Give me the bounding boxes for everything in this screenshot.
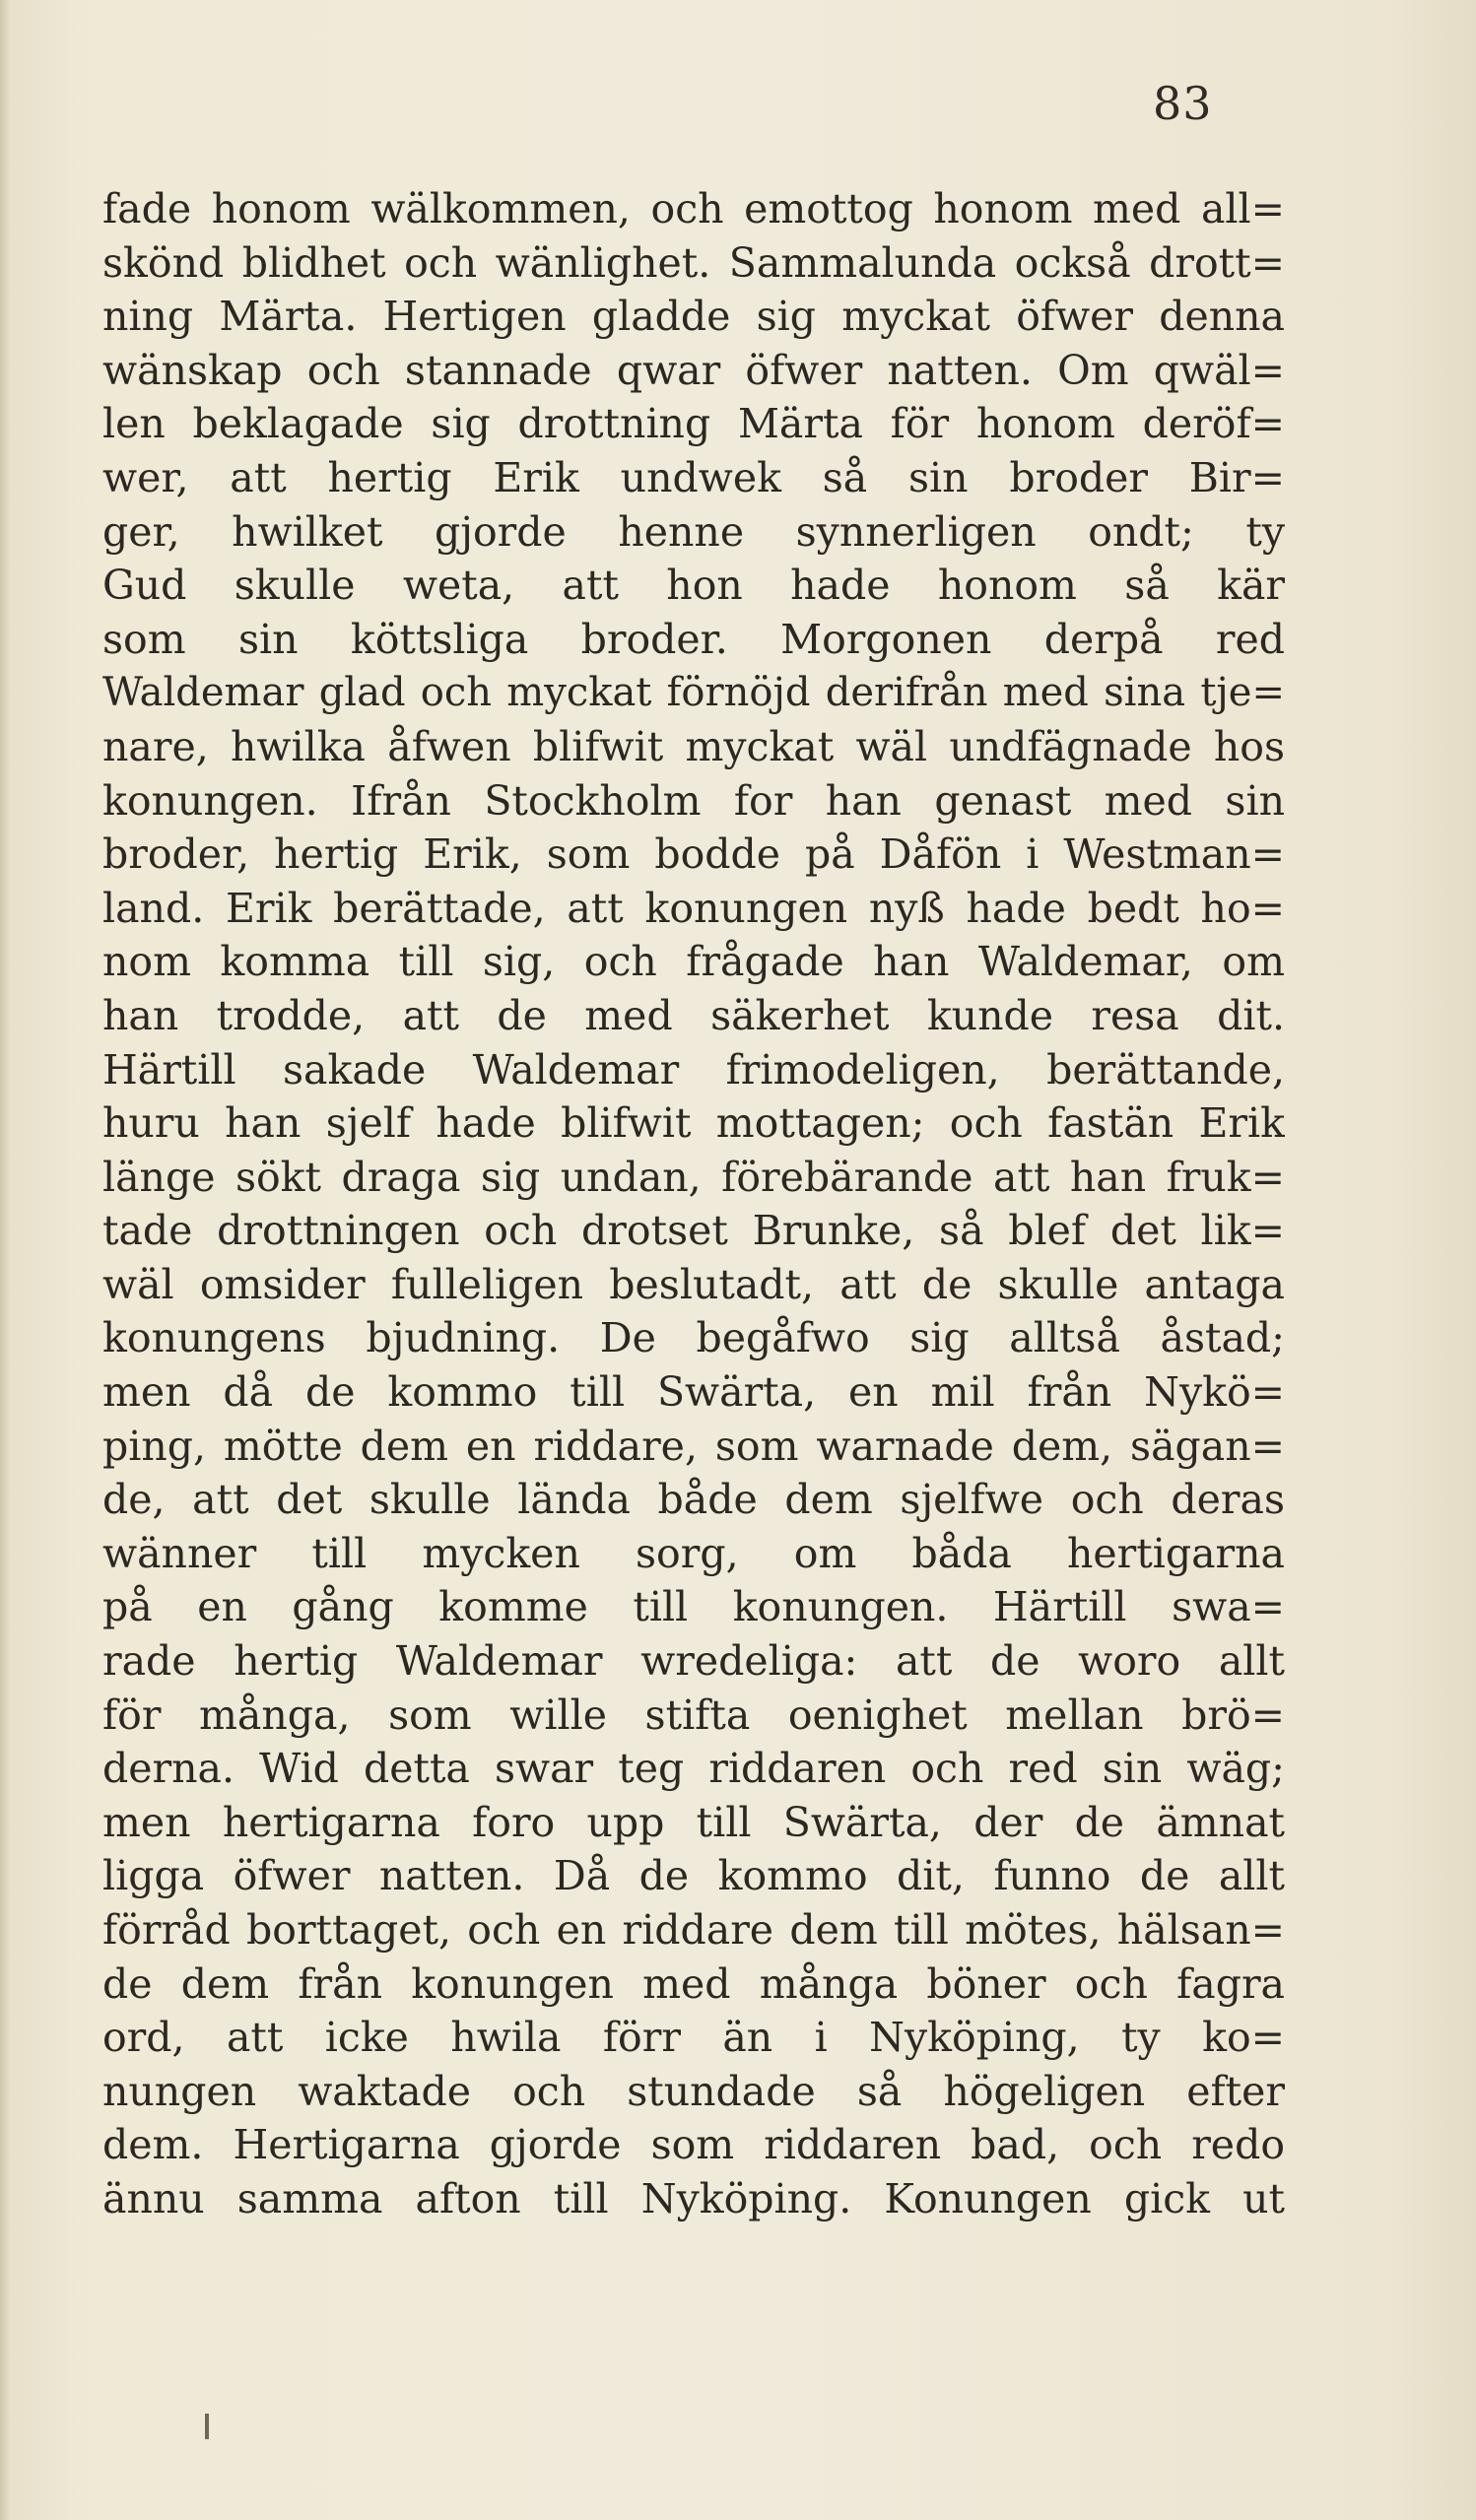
text-line-15: nom komma till sig, och frågade han Waldemar, om: [102, 938, 1285, 986]
text-line-16: han trodde, att de med säkerhet kunde resa dit.: [102, 991, 1285, 1039]
text-line-31: men hertigarna foro upp till Swärta, der de ämnat: [102, 1798, 1285, 1846]
text-line-25: de, att det skulle lända både dem sjelfwe och deras: [102, 1476, 1285, 1524]
text-line-3: ning Märta. Hertigen gladde sig myckat öfwer denna: [102, 293, 1285, 341]
text-line-24: ping, mötte dem en riddare, som warnade dem, sägan=: [102, 1422, 1285, 1470]
text-line-20: tade drottningen och drotset Brunke, så blef det lik=: [102, 1207, 1285, 1255]
text-line-35: ord, att icke hwila förr än i Nyköping, ty ko=: [102, 2014, 1285, 2062]
text-line-33: förråd borttaget, och en riddare dem till mötes, hälsan=: [102, 1906, 1285, 1954]
text-line-8: Gud skulle weta, att hon hade honom så kär: [102, 562, 1285, 610]
body-text: [102, 182, 1285, 2226]
page-number: 83: [1153, 77, 1213, 130]
text-line-28: rade hertig Waldemar wredeliga: att de woro allt: [102, 1637, 1285, 1686]
text-line-22: konungens bjudning. De begåfwo sig alltså åstad;: [102, 1314, 1285, 1362]
text-line-32: ligga öfwer natten. Då de kommo dit, funno de allt: [102, 1852, 1285, 1900]
text-line-13: broder, hertig Erik, som bodde på Dåfön i Westman=: [102, 830, 1285, 879]
text-line-19: länge sökt draga sig undan, förebärande att han fruk=: [102, 1153, 1285, 1201]
text-line-14: land. Erik berättade, att konungen nyß hade bedt ho=: [102, 884, 1285, 932]
text-line-26: wänner till mycken sorg, om båda hertigarna: [102, 1529, 1285, 1577]
ink-mark: [205, 2414, 209, 2439]
text-line-7: ger, hwilket gjorde henne synnerligen ondt; ty: [102, 507, 1285, 556]
text-line-1: fade honom wälkommen, och emottog honom med all=: [102, 185, 1285, 232]
text-line-12: konungen. Ifrån Stockholm for han genast med sin: [102, 776, 1285, 825]
text-line-10: Waldemar glad och myckat förnöjd derifrån med sina tje=: [102, 670, 1285, 716]
text-line-38: ännu samma afton till Nyköping. Konungen gick ut: [102, 2174, 1285, 2222]
text-line-17: Härtill sakade Waldemar frimodeligen, berättande,: [102, 1045, 1285, 1094]
text-line-5: len beklagade sig drottning Märta för honom deröf=: [102, 400, 1285, 448]
text-line-6: wer, att hertig Erik undwek så sin broder Bir=: [102, 453, 1285, 501]
text-line-27: på en gång komme till konungen. Härtill swa=: [102, 1583, 1285, 1631]
text-line-34: de dem från konungen med många böner och fagra: [102, 1959, 1285, 2008]
text-line-9: som sin köttsliga broder. Morgonen derpå red: [102, 615, 1285, 663]
text-line-29: för många, som wille stifta oenighet mellan brö=: [102, 1691, 1285, 1739]
text-line-37: dem. Hertigarna gjorde som riddaren bad, och redo: [102, 2121, 1285, 2169]
text-line-4: wänskap och stannade qwar öfwer natten. Om qwäl=: [102, 346, 1285, 394]
page-binding-edge: [0, 0, 10, 2520]
text-line-11: nare, hwilka åfwen blifwit myckat wäl undfägnade hos: [102, 722, 1285, 770]
text-line-30: derna. Wid detta swar teg riddaren och red sin wäg;: [102, 1745, 1285, 1793]
text-line-36: nungen waktade och stundade så högeligen efter: [102, 2067, 1285, 2115]
text-line-2: skönd blidhet och wänlighet. Sammalunda också drott=: [102, 238, 1285, 287]
text-line-23: men då de kommo till Swärta, en mil från Nykö=: [102, 1368, 1285, 1417]
text-line-21: wäl omsider fulleligen beslutadt, att de skulle antaga: [102, 1260, 1285, 1308]
text-line-18: huru han sjelf hade blifwit mottagen; och fastän Erik: [102, 1099, 1285, 1148]
